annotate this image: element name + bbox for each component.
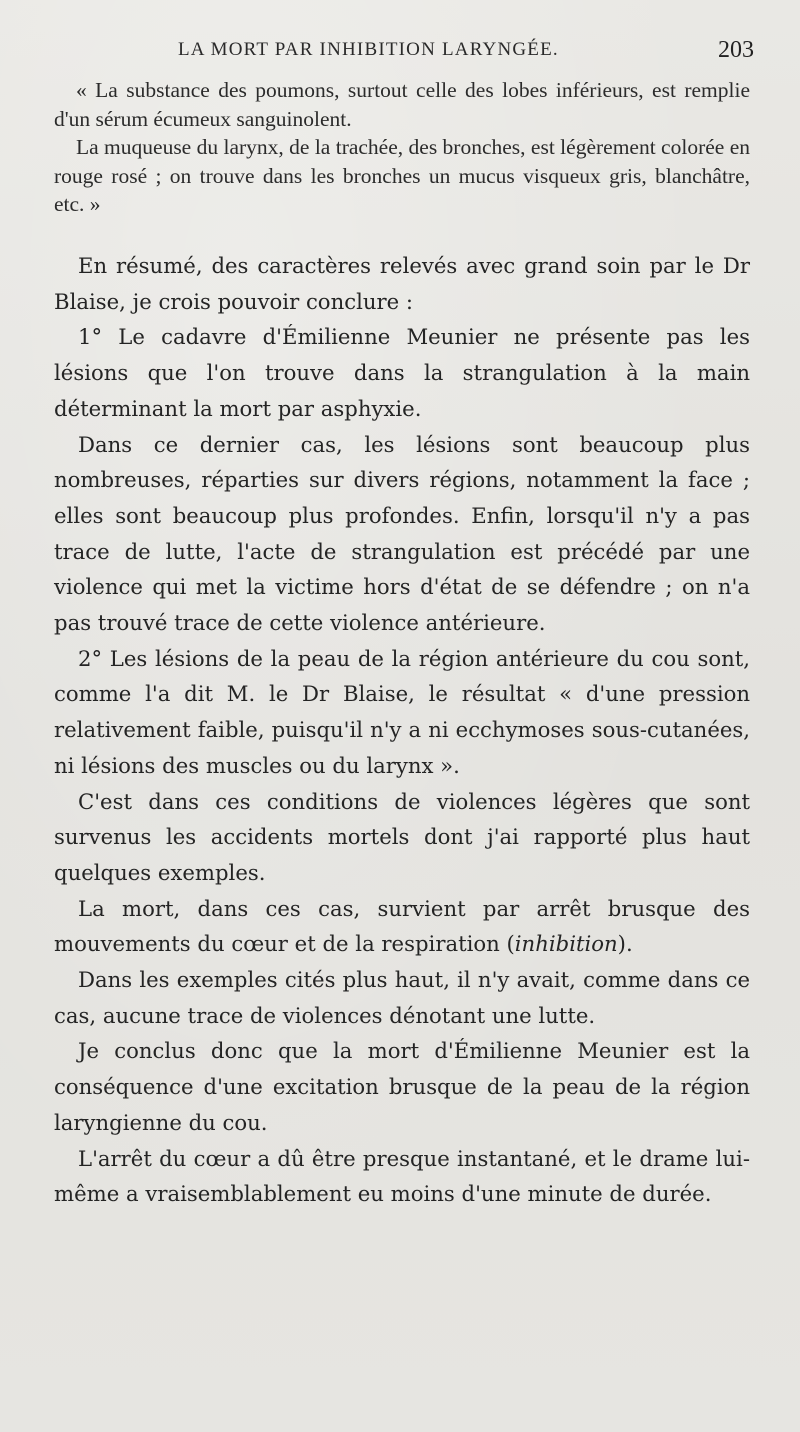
quote-paragraph: La muqueuse du larynx, de la trachée, des bronches, est légèrement colorée en rouge rosé ; on trouve dans les bronches un mucus visqueux gris, blanchâtre, etc. » bbox=[54, 135, 750, 216]
paragraph-comparison: Dans ce dernier cas, les lésions sont beaucoup plus nombreuses, réparties sur divers régions, notamment la face ; elles sont beaucoup plus profondes. Enfin, lorsqu'il n'y a pas trace de lutte, l'acte de strangulation est précédé par une violence qui met la victime hors d'état de se défendre ; on n'a pas trouvé trace de cette violence antérieure. bbox=[54, 431, 750, 636]
paragraph-conditions: C'est dans ces conditions de violences légères que sont survenus les accidents mortels dont j'ai rapporté plus haut quelques exemples. bbox=[54, 788, 750, 885]
quoted-report bbox=[54, 76, 750, 219]
quote-paragraph: « La substance des poumons, surtout celle des lobes inférieurs, est remplie d'un sérum écumeux sanguinolent. bbox=[54, 78, 750, 131]
paragraph-examples: Dans les exemples cités plus haut, il n'y avait, comme dans ce cas, aucune trace de violences dénotant une lutte. bbox=[54, 967, 750, 1028]
paragraph-final-conclusion: Je conclus donc que la mort d'Émilienne Meunier est la conséquence d'une excitation brusque de la peau de la région laryngienne du cou. bbox=[54, 1038, 750, 1135]
paragraph-conclusion-2: 2° Les lésions de la peau de la région antérieure du cou sont, comme l'a dit M. le Dr Blaise, le résultat « d'une pression relativement faible, puisqu'il n'y a ni ecchymoses sous-cutanées, ni lésions des muscles ou du larynx ». bbox=[54, 645, 750, 778]
mechanism-text: La mort, dans ces cas, survient par arrêt brusque des mouvements du cœur et de la respiration ( bbox=[54, 895, 750, 957]
paragraph-duration: L'arrêt du cœur a dû être presque instantané, et le drame lui-même a vraisemblablement eu moins d'une minute de durée. bbox=[54, 1145, 750, 1207]
paragraph-summary: En résumé, des caractères relevés avec grand soin par le Dr Blaise, je crois pouvoir conclure : bbox=[54, 253, 750, 314]
paragraph-mechanism bbox=[54, 891, 750, 962]
main-text bbox=[54, 248, 750, 1212]
page-header bbox=[54, 36, 754, 72]
paragraph-conclusion-1: 1° Le cadavre d'Émilienne Meunier ne présente pas les lésions que l'on trouve dans la strangulation à la main déterminant la mort par asphyxie. bbox=[54, 324, 750, 421]
mechanism-closing: ). bbox=[617, 931, 633, 957]
page-number: 203 bbox=[718, 37, 754, 63]
inhibition-term: inhibition bbox=[514, 931, 618, 957]
running-title: LA MORT PAR INHIBITION LARYNGÉE. bbox=[178, 39, 559, 60]
